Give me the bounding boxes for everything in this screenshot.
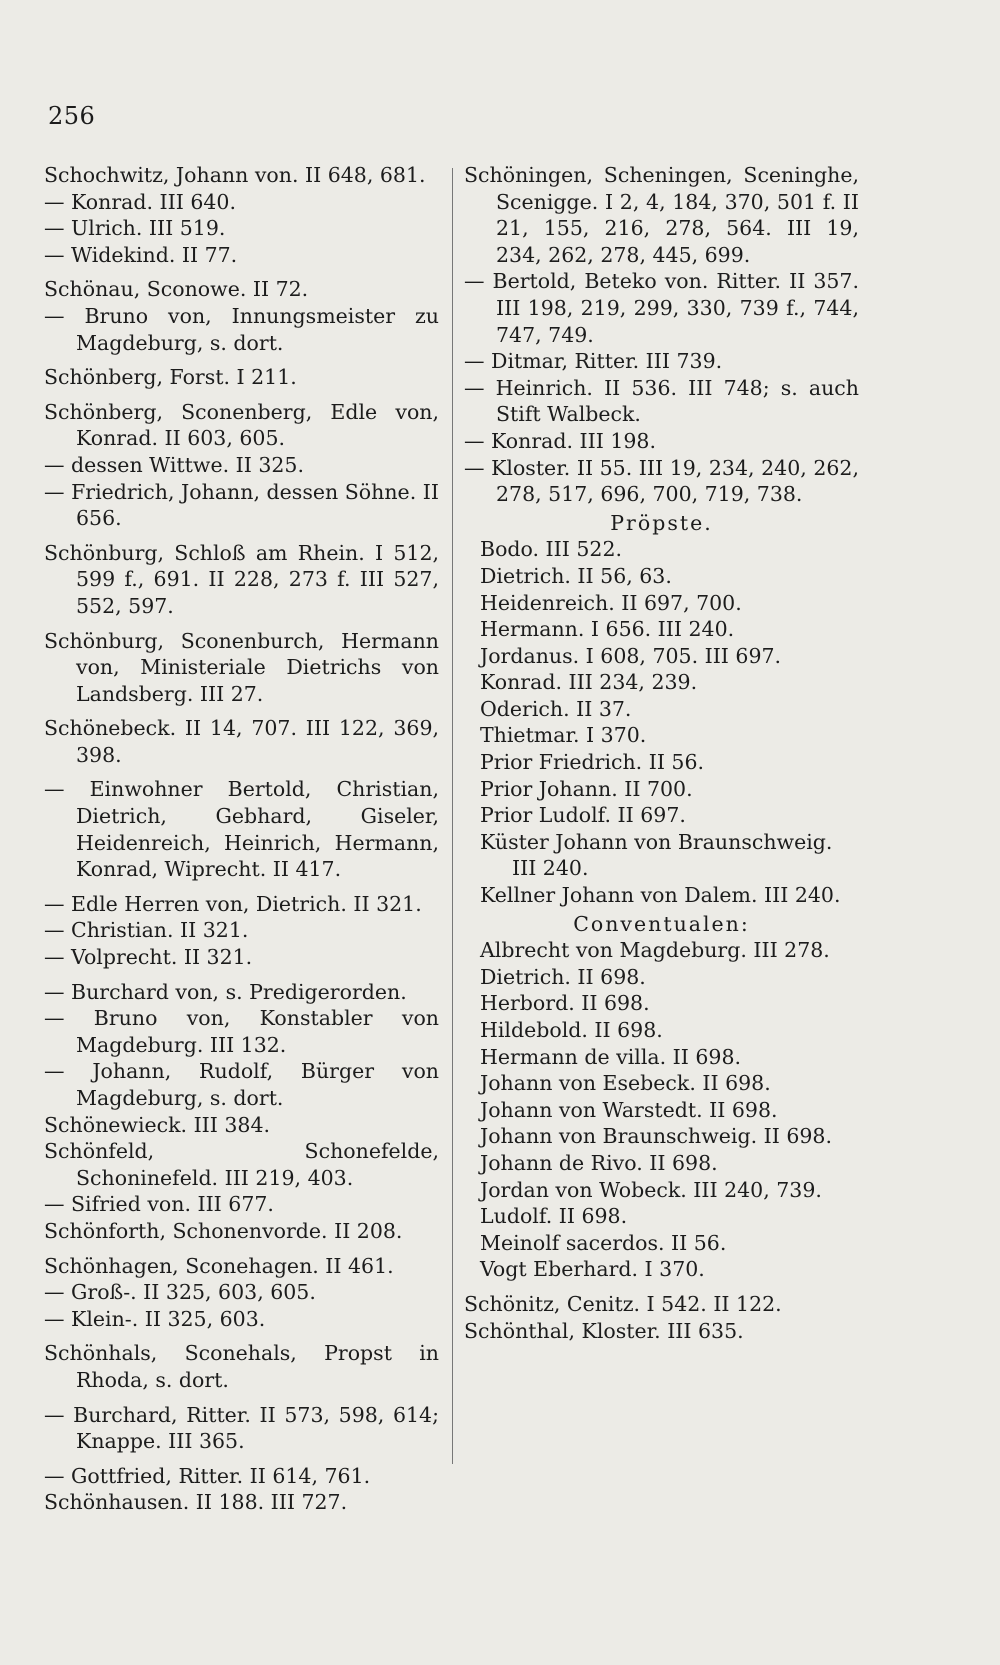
left-column xyxy=(44,162,439,1516)
index-entry: Hermann. I 656. III 240. xyxy=(480,617,735,642)
index-entry: Schönburg, Sconenburch, Hermann von, Ministeriale Dietrichs von Landsberg. III 27. xyxy=(44,628,439,706)
index-entry: — Widekind. II 77. xyxy=(44,242,238,267)
index-entry: Schönhagen, Sconehagen. II 461. xyxy=(44,1253,394,1278)
index-entry: — Bertold, Beteko von. Ritter. II 357. III 198, 219, 299, 330, 739 f., 744, 747, 749. xyxy=(464,269,859,347)
index-entry: — dessen Wittwe. II 325. xyxy=(44,452,304,477)
index-entry: Jordanus. I 608, 705. III 697. xyxy=(480,643,782,668)
index-entry: — Burchard von, s. Predigerorden. xyxy=(44,979,407,1004)
index-entry: Johann von Esebeck. II 698. xyxy=(480,1071,771,1096)
index-entry: Prior Johann. II 700. xyxy=(480,776,693,801)
column-divider xyxy=(452,168,453,1464)
index-entry: — Heinrich. II 536. III 748; s. auch Stift Walbeck. xyxy=(464,375,859,427)
index-entry: — Ulrich. III 519. xyxy=(44,216,226,241)
index-entry: Schönburg, Schloß am Rhein. I 512, 599 f., 691. II 228, 273 f. III 527, 552, 597. xyxy=(44,540,439,618)
index-entry: Ludolf. II 698. xyxy=(480,1204,628,1229)
index-entry: — Ditmar, Ritter. III 739. xyxy=(464,349,723,374)
index-entry: Johann von Warstedt. II 698. xyxy=(480,1097,778,1122)
index-entry: — Johann, Rudolf, Bürger von Magdeburg, s. dort. xyxy=(44,1059,439,1110)
index-entry: Thietmar. I 370. xyxy=(480,723,647,748)
index-entry: — Gottfried, Ritter. II 614, 761. xyxy=(44,1463,371,1488)
index-entry: Kellner Johann von Dalem. III 240. xyxy=(480,883,841,908)
index-entry: Schönfeld, Schonefelde, Schoninefeld. III 219, 403. xyxy=(44,1139,439,1190)
index-entry: Hermann de villa. II 698. xyxy=(480,1044,742,1069)
index-entry: — Bruno von, Konstabler von Magdeburg. III 132. xyxy=(44,1006,439,1057)
index-entry: — Kloster. II 55. III 19, 234, 240, 262, 278, 517, 696, 700, 719, 738. xyxy=(464,455,859,507)
index-entry: — Klein-. II 325, 603. xyxy=(44,1306,266,1331)
index-entry: Schönewieck. III 384. xyxy=(44,1112,271,1137)
index-entry: Johann von Braunschweig. II 698. xyxy=(480,1124,832,1149)
index-entry: Hildebold. II 698. xyxy=(480,1018,663,1042)
index-entry: — Einwohner Bertold, Christian, Dietrich, Gebhard, Giseler, Heidenreich, Heinrich, Hermann, Konrad, Wiprecht. II 417. xyxy=(44,777,439,882)
index-entry: Schochwitz, Johann von. II 648, 681. xyxy=(44,163,426,187)
index-entry: Schönau, Sconowe. II 72. xyxy=(44,277,309,302)
index-entry: Oderich. II 37. xyxy=(480,696,632,721)
right-column xyxy=(464,162,859,1344)
index-entry: — Volprecht. II 321. xyxy=(44,945,253,970)
index-entry: Schönthal, Kloster. III 635. xyxy=(464,1318,744,1343)
index-entry: — Friedrich, Johann, dessen Söhne. II 656. xyxy=(44,479,439,531)
index-entry: Herbord. II 698. xyxy=(480,991,650,1016)
index-entry: Prior Friedrich. II 56. xyxy=(480,750,705,775)
index-entry: Vogt Eberhard. I 370. xyxy=(480,1257,705,1282)
index-entry: — Sifried von. III 677. xyxy=(44,1192,274,1217)
index-entry: Dietrich. II 56, 63. xyxy=(480,563,672,588)
index-entry: Schönforth, Schonenvorde. II 208. xyxy=(44,1218,403,1243)
index-entry: Küster Johann von Braunschweig. III 240. xyxy=(480,829,833,881)
index-entry: Schönitz, Cenitz. I 542. II 122. xyxy=(464,1291,782,1316)
index-entry: — Konrad. III 198. xyxy=(464,428,656,453)
index-entry: Johann de Rivo. II 698. xyxy=(480,1150,718,1175)
section-heading: Conventualen: xyxy=(573,911,750,936)
index-entry: — Groß-. II 325, 603, 605. xyxy=(44,1280,316,1305)
index-entry: — Bruno von, Innungsmeister zu Magdeburg, s. dort. xyxy=(44,303,439,355)
index-entry: Jordan von Wobeck. III 240, 739. xyxy=(480,1177,822,1202)
index-entry: — Burchard, Ritter. II 573, 598, 614; Knappe. III 365. xyxy=(44,1402,439,1454)
index-entry: Heidenreich. II 697, 700. xyxy=(480,590,742,615)
index-entry: — Edle Herren von, Dietrich. II 321. xyxy=(44,891,422,916)
index-entry: Schönhausen. II 188. III 727. xyxy=(44,1490,348,1515)
index-entry: Albrecht von Magdeburg. III 278. xyxy=(480,938,830,963)
index-entry: Meinolf sacerdos. II 56. xyxy=(480,1230,727,1255)
index-entry: Schönhals, Sconehals, Propst in Rhoda, s. dort. xyxy=(44,1341,439,1392)
index-entry: Prior Ludolf. II 697. xyxy=(480,803,686,828)
index-entry: Dietrich. II 698. xyxy=(480,964,646,989)
index-entry: Bodo. III 522. xyxy=(480,537,622,562)
index-entry: — Konrad. III 640. xyxy=(44,189,236,214)
index-entry: Schönebeck. II 14, 707. III 122, 369, 398. xyxy=(44,716,439,767)
index-entry: Konrad. III 234, 239. xyxy=(480,670,698,695)
index-entry: Schönberg, Forst. I 211. xyxy=(44,365,297,390)
page-number: 256 xyxy=(48,102,96,130)
index-entry: Schönberg, Sconenberg, Edle von, Konrad. II 603, 605. xyxy=(44,399,439,451)
section-heading: Pröpste. xyxy=(610,510,713,535)
index-entry: — Christian. II 321. xyxy=(44,918,249,943)
index-entry: Schöningen, Scheningen, Sceninghe, Scenigge. I 2, 4, 184, 370, 501 f. II 21, 155, 216, 278, 564. III 19, 234, 262, 278, 445, 699. xyxy=(464,163,859,267)
